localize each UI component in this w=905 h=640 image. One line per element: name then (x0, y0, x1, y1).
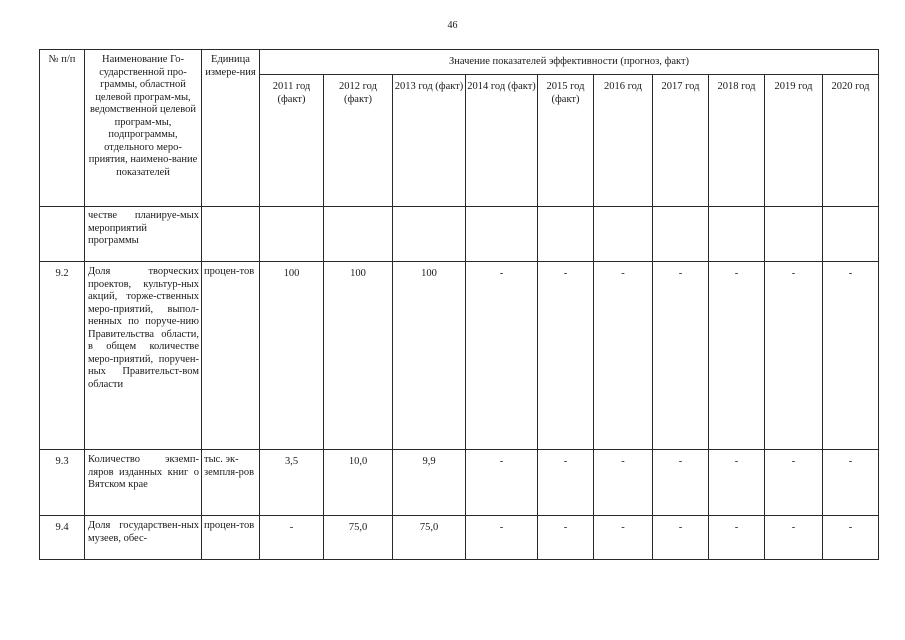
table-cell (765, 207, 823, 262)
value-cell: - (260, 516, 324, 560)
table-cell (393, 207, 466, 262)
value-cell: - (466, 450, 538, 516)
table-cell (40, 207, 85, 262)
value-cell: - (823, 516, 879, 560)
header-year-2011: 2011 год (факт) (260, 75, 324, 207)
header-unit: Единица измере-ния (202, 50, 260, 207)
value-cell: - (594, 262, 653, 450)
row-name: Доля творческих проектов, культур-ных акций, торже-ственных меро-приятий, выпол-ненных по поруче-нию Правительства области, в общем количестве меро-приятий, поручен-ных Правительст-вом области (85, 262, 202, 450)
row-num: 9.3 (40, 450, 85, 516)
value-cell: - (653, 262, 709, 450)
row-name: Доля государствен-ных музеев, обес- (85, 516, 202, 560)
value-cell: - (709, 262, 765, 450)
header-year-2015: 2015 год (факт) (538, 75, 594, 207)
value-cell: - (594, 516, 653, 560)
performance-indicators-table (39, 49, 879, 560)
header-year-2020: 2020 год (823, 75, 879, 207)
value-cell: 3,5 (260, 450, 324, 516)
value-cell: 10,0 (324, 450, 393, 516)
table-row (40, 450, 879, 516)
row-name: Количество экземп-ляров изданных книг о Вятском крае (85, 450, 202, 516)
table-cell (538, 207, 594, 262)
value-cell: 75,0 (324, 516, 393, 560)
value-cell: 100 (260, 262, 324, 450)
value-cell: - (594, 450, 653, 516)
header-values-group: Значение показателей эффективности (прогноз, факт) (260, 50, 879, 75)
value-cell: 9,9 (393, 450, 466, 516)
header-num: № п/п (40, 50, 85, 207)
table-cell (709, 207, 765, 262)
value-cell: - (538, 450, 594, 516)
row-unit: процен-тов (202, 262, 260, 450)
table-cell (324, 207, 393, 262)
value-cell: - (765, 516, 823, 560)
page-number: 46 (447, 20, 458, 31)
header-year-2014: 2014 год (факт) (466, 75, 538, 207)
value-cell: - (823, 450, 879, 516)
header-year-2013: 2013 год (факт) (393, 75, 466, 207)
table-cell (823, 207, 879, 262)
value-cell: - (538, 516, 594, 560)
header-year-2018: 2018 год (709, 75, 765, 207)
table-row (40, 516, 879, 560)
row-num: 9.2 (40, 262, 85, 450)
value-cell: - (466, 516, 538, 560)
header-year-2017: 2017 год (653, 75, 709, 207)
row-num: 9.4 (40, 516, 85, 560)
table-cell (653, 207, 709, 262)
value-cell: - (653, 450, 709, 516)
value-cell: - (765, 262, 823, 450)
row-unit: тыс. эк-земпля-ров (202, 450, 260, 516)
table-cell (594, 207, 653, 262)
value-cell: - (538, 262, 594, 450)
continuation-row (40, 207, 879, 262)
table-cell (202, 207, 260, 262)
value-cell: - (823, 262, 879, 450)
table-cell (260, 207, 324, 262)
value-cell: - (765, 450, 823, 516)
value-cell: - (653, 516, 709, 560)
table-cell (466, 207, 538, 262)
value-cell: 75,0 (393, 516, 466, 560)
value-cell: - (709, 516, 765, 560)
header-year-2016: 2016 год (594, 75, 653, 207)
value-cell: 100 (324, 262, 393, 450)
value-cell: - (709, 450, 765, 516)
continuation-name: честве планируе-мых мероприятий программы (85, 207, 202, 262)
header-year-2012: 2012 год (факт) (324, 75, 393, 207)
header-year-2019: 2019 год (765, 75, 823, 207)
value-cell: - (466, 262, 538, 450)
row-unit: процен-тов (202, 516, 260, 560)
header-name: Наименование Го-сударственной про-граммы, областной целевой програм-мы, ведомственной целевой програм-мы, подпрограммы, отдельного меро-приятия, наимено-вание показателей (85, 50, 202, 207)
value-cell: 100 (393, 262, 466, 450)
table-row (40, 262, 879, 450)
